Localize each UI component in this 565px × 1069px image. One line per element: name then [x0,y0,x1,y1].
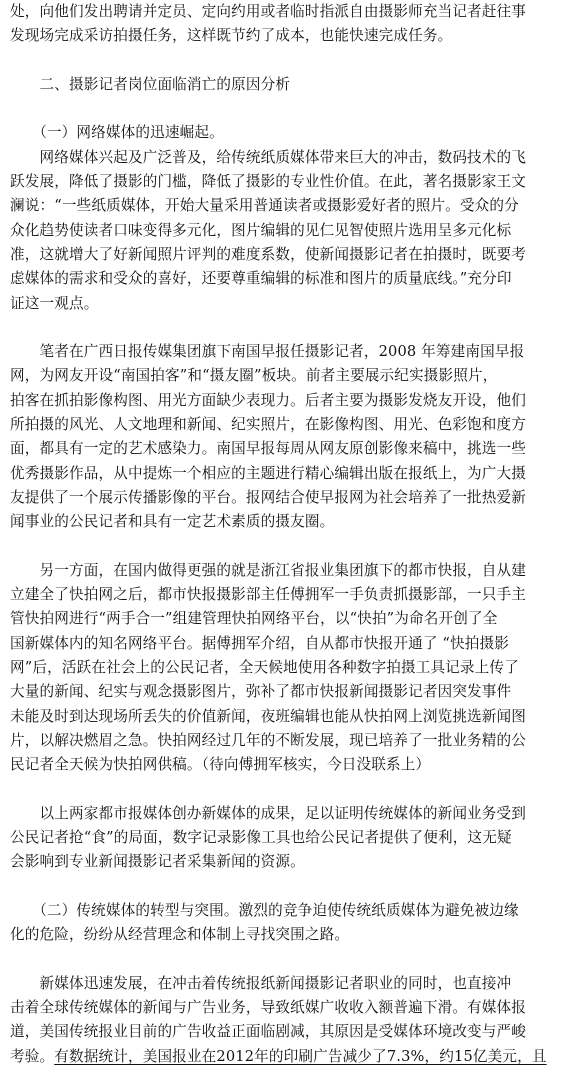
paragraph-intro [10,0,557,49]
text-line: 击着全球传统媒体的新闻与广告业务，导致纸媒广收收入额普遍下滑。有媒体报 [10,999,527,1017]
text-line: 网，为网友开设“南国拍客”和“摄友圈”板块。前者主要展示纪实摄影照片， [10,367,498,385]
text-line: 发现场完成采访拍摄任务，这样既节约了成本，也能快速完成任务。 [10,27,453,45]
section-heading: 二、摄影记者岗位面临消亡的原因分析 [10,75,291,93]
text-line: 道，美国传统报业目前的广告收益正面临剧减，其原因是受媒体环境改变与严峻 [10,1023,527,1041]
text-line: 民记者全天候为快拍网供稿。（待向傅拥军核实，今日没联系上） [10,756,431,774]
paragraph-nanguo-zaobao [10,340,557,534]
paragraph-dushi-kuaibao [10,559,557,778]
text-line: 国新媒体内的知名网络平台。据傅拥军介绍，自从都市快报开通了 “快拍摄影 [10,634,509,652]
text-line: 另一方面，在国内做得更强的就是浙江省报业集团旗下的都市快报，自从建 [10,561,527,579]
text-line: 友提供了一个展示传播影像的平台。报网结合使早报网为社会培养了一批热爱新 [10,488,527,506]
text-line: 众化趋势使读者口味变得多元化，图片编辑的见仁见智使照片选用呈多元化标 [10,221,512,239]
text-line [10,1045,557,1069]
text-line: 所拍摄的风光、人文地理和新闻、纪实照片，在影像构图、用光、色彩饱和度方 [10,416,527,434]
text-line: 面，都具有一定的艺术感染力。南国早报每周从网友原创影像来稿中，挑选一些 [10,440,527,458]
text-line: 未能及时到达现场所丢失的价值新闻，夜班编辑也能从快拍网上浏览挑选新闻图 [10,707,527,725]
subsection-heading-1: （一）网络媒体的迅速崛起。 [10,124,224,142]
text-line: （二）传统媒体的转型与突围。激烈的竞争迫使传统纸质媒体为避免被边缘 [10,901,519,919]
text-line: 拍客在抓拍影像构图、用光方面缺少表现力。后者主要为摄影发烧友开设，他们 [10,391,527,409]
text-line: 化的危险，纷纷从经营理念和体制上寻找突围之路。 [10,926,350,944]
underlined-text: 有数据统计，美国报业在2012年的印刷广告减少了7.3%，约15亿美元，且 [54,1047,547,1065]
text-line: 闻事业的公民记者和具有一定艺术素质的摄友圈。 [10,513,335,531]
text-line: 处，向他们发出聘请并定员、定向约用或者临时指派自由摄影师充当记者赶往事 [10,3,527,20]
text-line: 准，这就增大了好新闻照片评判的难度系数，使新闻摄影记者在拍摄时，既要考 [10,245,527,263]
paragraph-new-media [10,972,557,1069]
text-line: 以上两家都市报媒体创办新媒体的成果，足以证明传统媒体的新闻业务受到 [10,804,527,822]
paragraph-network-media [10,146,557,316]
text-line: 会影响到专业新闻摄影记者采集新闻的资源。 [10,853,305,871]
text-line: 公民记者抢“食”的局面，数字记录影像工具也给公民记者提供了便利，这无疑 [10,829,512,847]
text-line: 优秀摄影作品，从中提炼一个相应的主题进行精心编辑出版在报纸上，为广大摄 [10,464,527,482]
text-line: 网”后，活跃在社会上的公民记者，全天候地使用各种数字拍摄工具记录上传了 [10,659,519,677]
text-line: 新媒体迅速发展，在冲击着传统报纸新闻摄影记者职业的同时，也直接冲 [10,974,512,992]
text-line: 跃发展，降低了摄影的门槛，降低了摄影的专业性价值。在此，著名摄影家王文 [10,173,527,191]
text-line: 笔者在广西日报传媒集团旗下南国早报任摄影记者，2008 年筹建南国早报 [10,343,525,361]
text-run: 考验。 [10,1047,55,1065]
text-line: 管快拍网进行“两手合一”组建管理快拍网络平台，以“快拍”为命名开创了全 [10,610,498,628]
text-line: 网络媒体兴起及广泛普及，给传统纸质媒体带来巨大的冲击，数码技术的飞 [10,148,527,166]
text-line: 立建全了快拍网之后，都市快报摄影部主任傅拥军一手负责抓摄影部，一只手主 [10,586,527,604]
text-line: 大量的新闻、纪实与观念摄影图片，弥补了都市快报新闻摄影记者因突发事件 [10,683,512,701]
paragraph-traditional-media [10,899,557,948]
paragraph-summary [10,802,557,875]
text-line: 片，以解决燃眉之急。快拍网经过几年的不断发展，现已培养了一批业务精的公 [10,731,527,749]
text-line: 证这一观点。 [10,294,99,312]
text-line: 澜说：“一些纸质媒体，开始大量采用普通读者或摄影爱好者的照片。受众的分 [10,197,519,215]
text-line: 虑媒体的需求和受众的喜好，还要尊重编辑的标准和图片的质量底线。”充分印 [10,270,512,288]
